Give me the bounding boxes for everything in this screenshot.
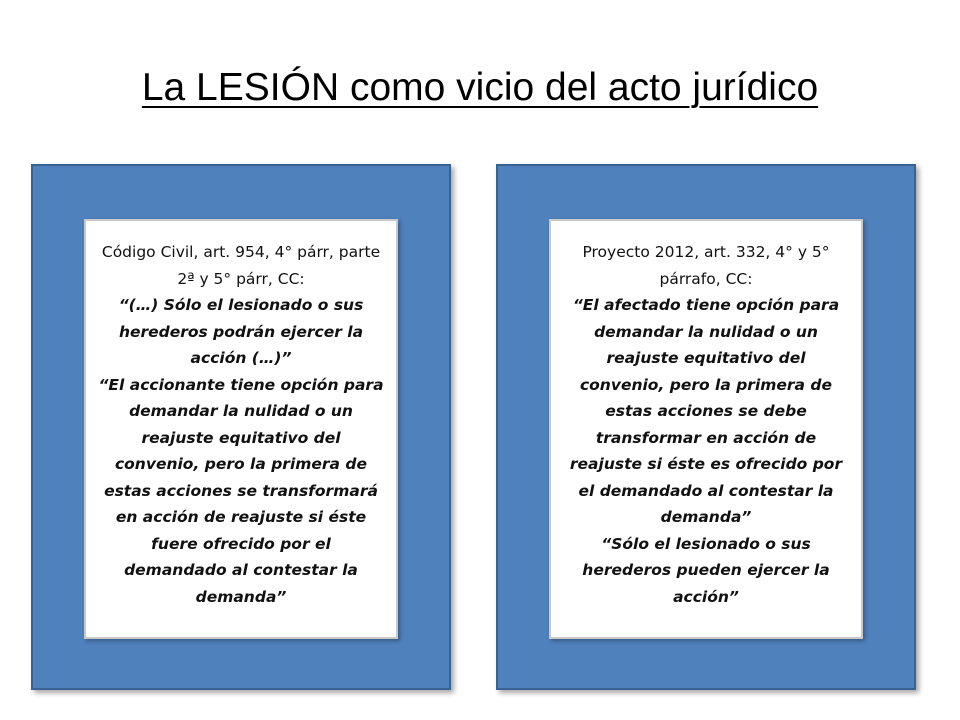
left-reference: Código Civil, art. 954, 4° párr, parte 2ª y 5° párr, CC: xyxy=(101,243,381,288)
left-quote-2: “El accionante tiene opción para demandar la nulidad o un reajuste equitativo del convenio, pero la primera de estas acciones se transformará en acción de reajuste si éste fuere ofrecido por el demandado al contestar la demanda” xyxy=(98,375,384,606)
slide-title: La LESIÓN como vicio del acto jurídico xyxy=(141,66,819,109)
right-quote-1: “El afectado tiene opción para demandar la nulidad o un reajuste equitativo del convenio, pero la primera de estas acciones se debe transformar en acción de reajuste si éste es ofrecido por el demandado al contestar la demanda” xyxy=(569,296,843,526)
right-quote-2: “Sólo el lesionado o sus herederos pueden ejercer la acción” xyxy=(582,534,830,606)
right-text-card xyxy=(549,219,863,639)
right-panel xyxy=(496,164,916,690)
left-text-card xyxy=(84,219,398,639)
right-card-text xyxy=(563,239,849,610)
left-panel xyxy=(31,164,451,690)
right-reference: Proyecto 2012, art. 332, 4° y 5° párrafo, CC: xyxy=(582,243,830,288)
left-card-text xyxy=(98,239,384,610)
left-quote-1: “(…) Sólo el lesionado o sus herederos podrán ejercer la acción (…)” xyxy=(118,296,364,367)
